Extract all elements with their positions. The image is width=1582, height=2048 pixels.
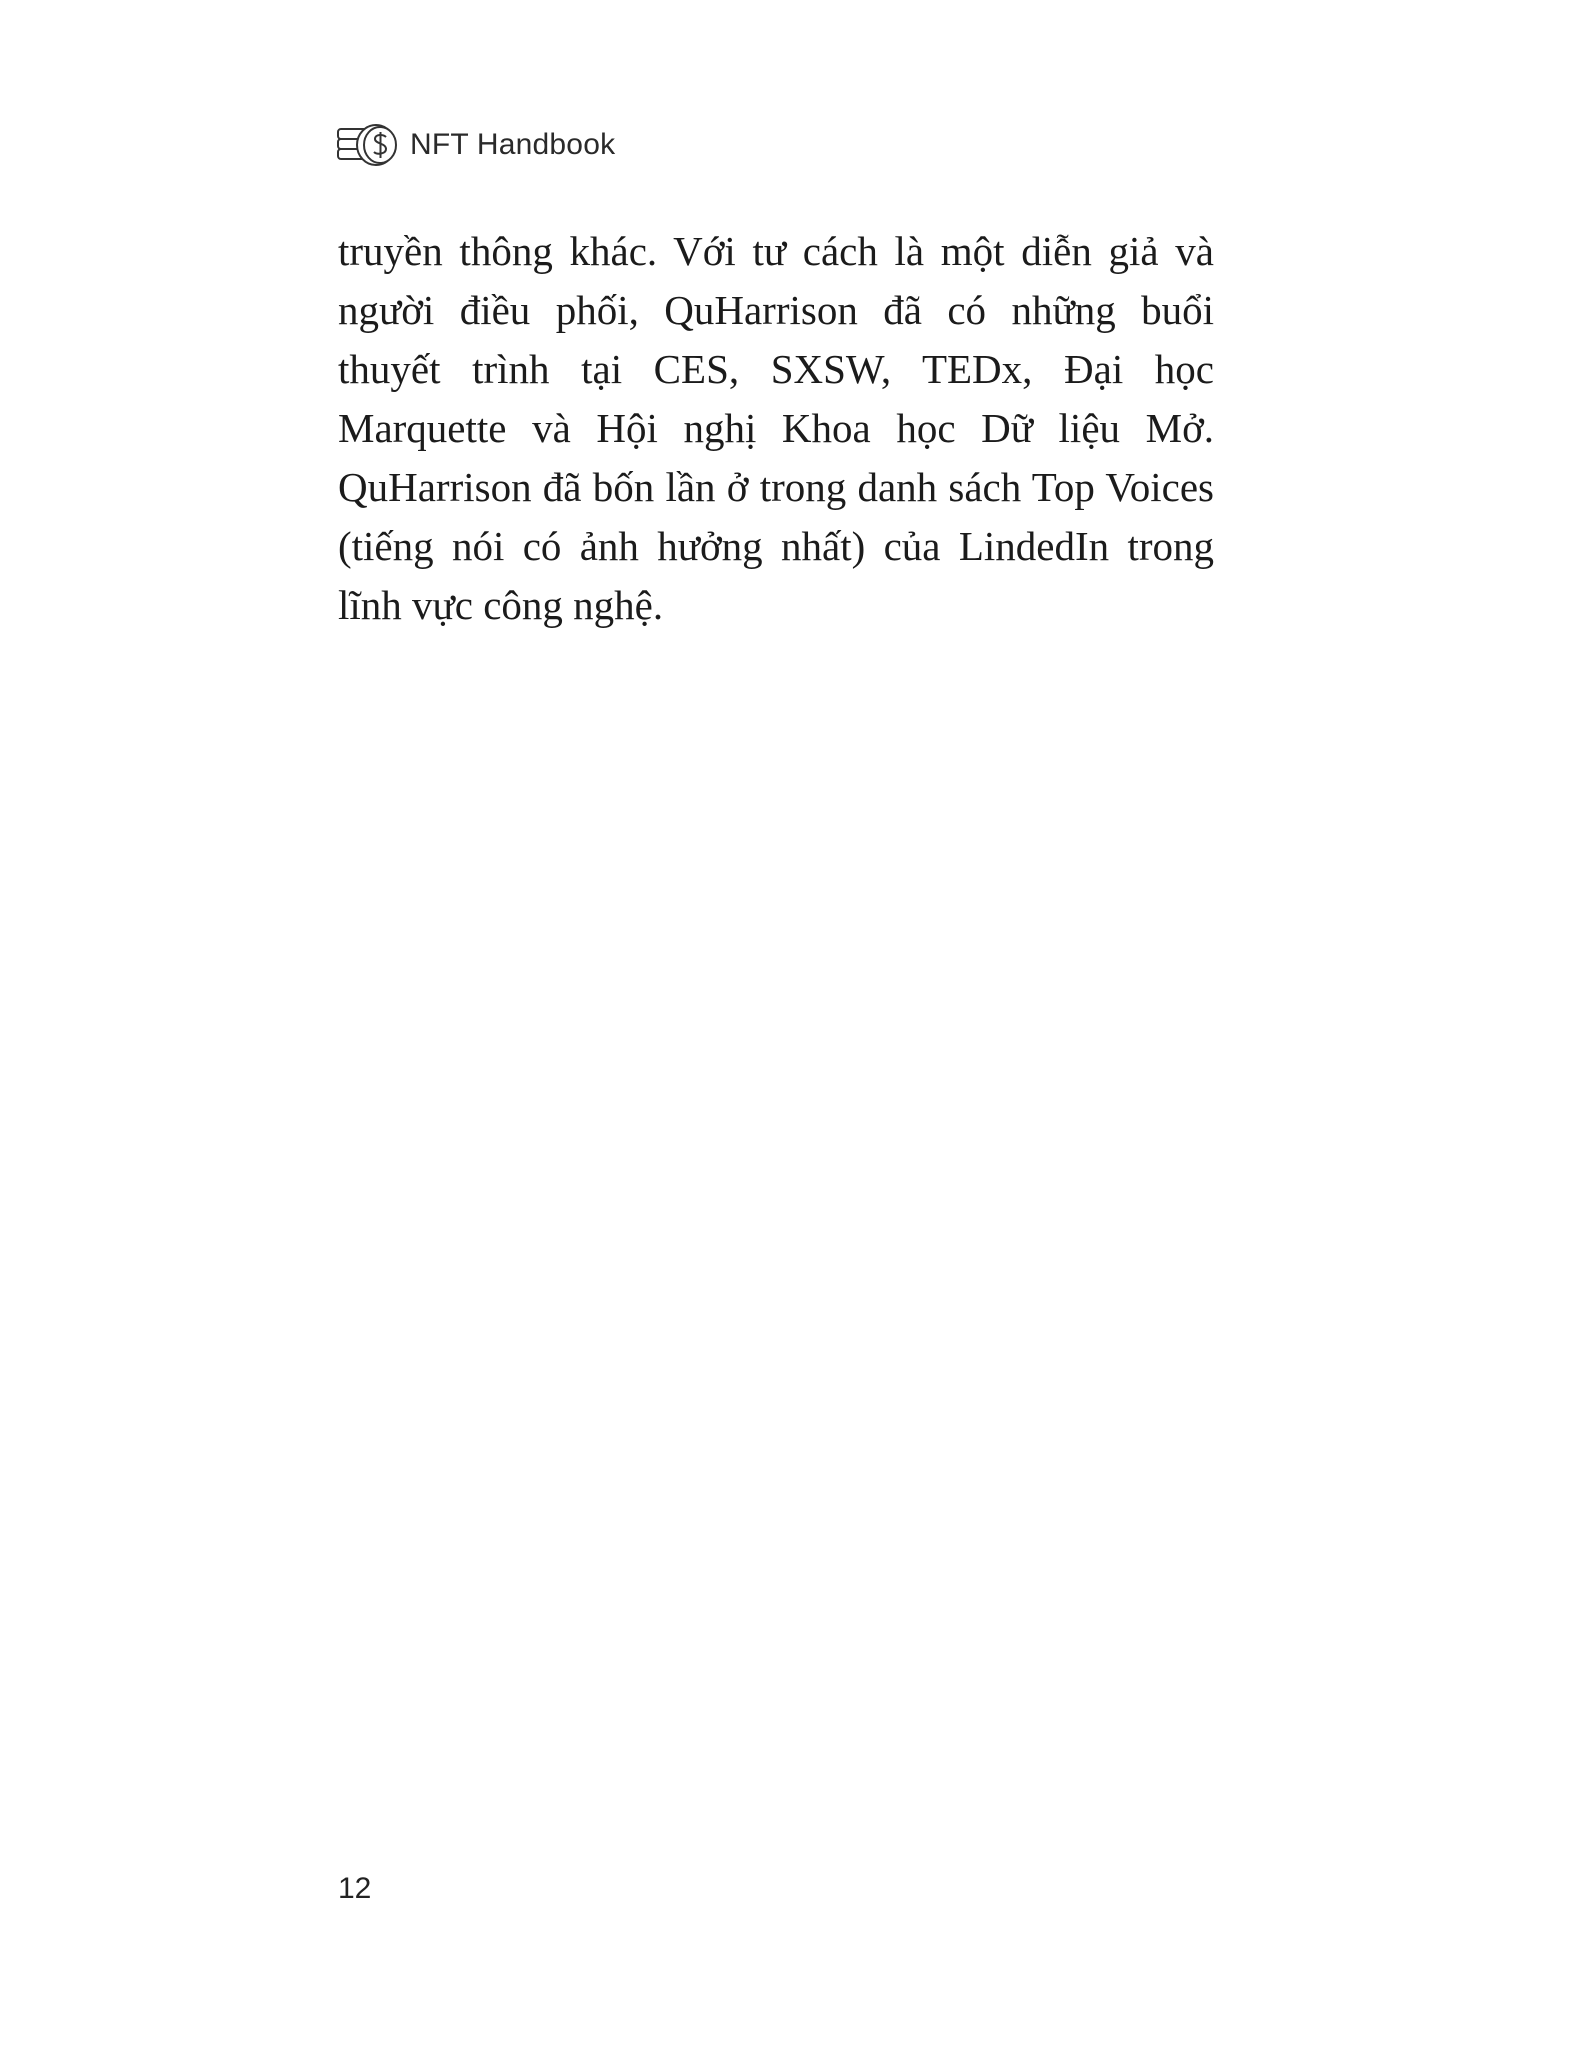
paragraph: truyền thông khác. Với tư cách là một diễn giả và người điều phối, QuHarrison đã có những buổi thuyết trình tại CES, SXSW, TEDx, Đại học Marquette và Hội nghị Khoa học Dữ liệu Mở. QuHarrison đã bốn lần ở trong danh sách Top Voices (tiếng nói có ảnh hưởng nhất) của LindedIn trong lĩnh vực công nghệ. [338,228,1214,628]
body-text [338,222,1214,635]
coin-stack-dollar-icon [336,123,400,167]
running-header [336,122,615,168]
book-title: NFT Handbook [410,128,616,161]
page-number: 12 [338,1872,372,1905]
